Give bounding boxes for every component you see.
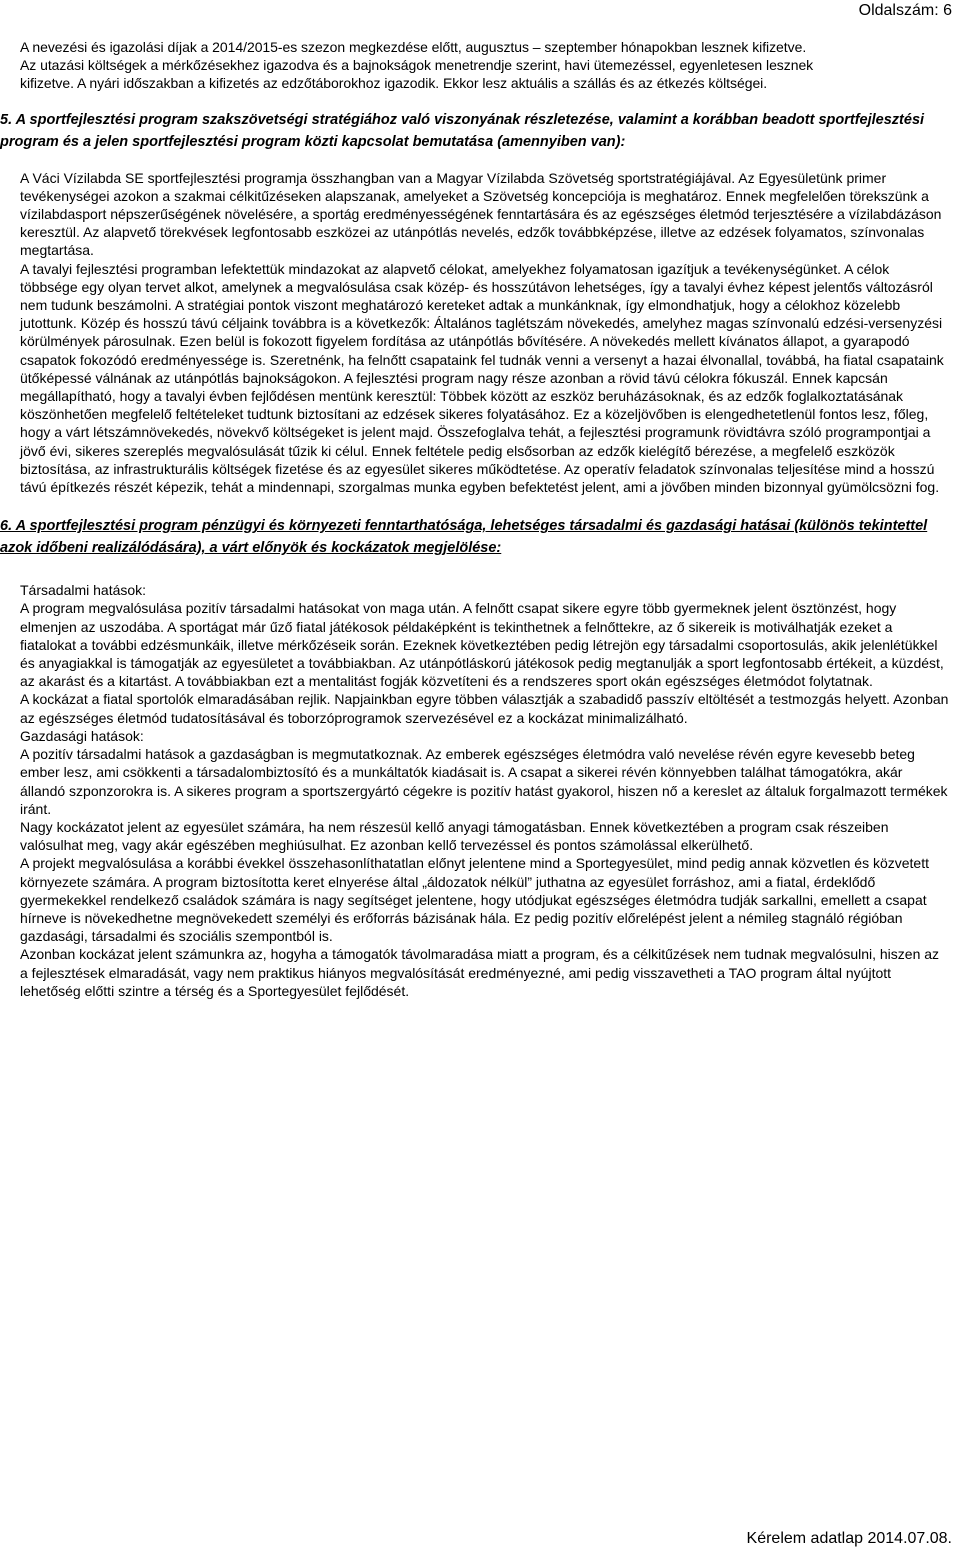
section-6-heading: 6. A sportfejlesztési program pénzügyi és környezeti fenntarthatósága, lehetséges társadalmi és gazdasági hatásai (különös tekintettel azok időbeni realizálódására), a várt előnyök és kockázatok megjelölése: (0, 518, 928, 557)
social-impacts-paragraph-1: A program megvalósulása pozitív társadalmi hatásokat von maga után. A felnőtt csapat sikere egyre több gyermeknek jelent ösztönzést, hogy elmenjen az uszodába. A sportágat már űző fiatal játékosok példaképként is tekinthetnek a felnőttekre, az ő sikereik is motiválhatják ezeket a fiatalokat a további edzésmunkáik, illetve mérkőzéseik során. Ezeknek következtében pedig létrejön egy társadalmi csoportosulás, akik jelenlétükkel és anyagiakkal is támogatják az egyesületet a továbbiakban. Az utánpótláskorú játékosok pedig megtanulják a sport legfontosabb értékeit, a küzdést, az akarást és a kitartást. A továbbiakban ezt a mentalitást fogják közvetíteni és a rendszeres sport okán egészséges életmódot folytatnak. (20, 600, 944, 690)
intro-line: A nevezési és igazolási díjak a 2014/2015-es szezon megkezdése előtt, augusztus – szeptember hónapokban lesznek kifizetve. (20, 39, 807, 55)
social-impacts-title: Társadalmi hatások: (20, 582, 147, 599)
document-body (0, 38, 950, 1000)
page-number: Oldalszám: 6 (858, 2, 952, 19)
section-5-paragraph-2: A tavalyi fejlesztési programban lefektettük mindazokat az alapvető célokat, amelyekhez folyamatosan igazítjuk a tevékenységünket. A célok többsége egy olyan tervet alkot, amelynek a megvalósulása csak közép- és hosszútávon lehetséges, így a tavalyi évhez képest jelentős változásról nem tudunk beszámolni. A stratégiai pontok viszont meghatározó kereteket adtak a munkánknak, így elmondhatjuk, hogy a célokhoz közelebb jutottunk. Közép és hosszú távú céljaink továbbra is a következők: Általános taglétszám növekedés, amelyhez magas színvonalú edzési-versenyzési körülmények párosulnak. Ezen belül is fokozott figyelem fordítása az utánpótlás bővítésére. A növekedés mellett kívánatos állapot, a gyarapodó csapatok fokozódó eredményessége is. Szeretnénk, ha felnőtt csapataink fel tudnák venni a versenyt a hazai élvonallal, továbbá, ha fiatal csapataink ütőképessé válnának az utánpótlás bajnokságokon. A fejlesztési program nagy része azonban a rövid távú célokra fókuszál. Ennek kapcsán megállapítható, hogy a tavalyi évben fejlődésen mentünk keresztül: Többek között az eszköz beruházásoknak, és az edzők foglalkoztatásának köszönhetően megfelelő feltételeket tudtunk biztosítani az edzések sikeres folyatásához. Ez a közeljövőben is elengedhetetlenül fontos lesz, főleg, hogy a várt létszámnövekedés, növekvő költségeket is jelent majd. Összefoglalva tehát, a fejlesztési programunk rövidtávra szóló programpontjai a jövő évi, sikeres szereplés megvalósulását tűzik ki célul. Ennek feltétele pedig elsősorban az edzők kielégítő bérezése, a megfelelő eszközök biztosítása, az infrastrukturális költségek fizetése és az egyesület sikeres működtetése. Az operatív feladatok színvonalas teljesítése mind a hosszú távú építkezés részét képezik, tehát a mindennapi, szorgalmas munka egyben befektetést jelent, ami a jövőben minden bizonnyal gyümölcsözni fog. (20, 260, 944, 496)
section-5-heading: 5. A sportfejlesztési program szakszövetségi stratégiához való viszonyának részletezése, valamint a korábban beadott sportfejlesztési program és a jelen sportfejlesztési program közti kapcsolat bemutatása (amennyiben van): (0, 111, 925, 150)
economic-impacts-paragraph-2: Nagy kockázatot jelent az egyesület számára, ha nem részesül kellő anyagi támogatásban. Ennek következtében a program csak részeiben valósulhat meg, vagy akár egészében meghiúsulhat. Ez azonban kellő tervezéssel és pontos számolással elkerülhető. (20, 818, 889, 854)
intro-line: kifizetve. A nyári időszakban a kifizetés az edzőtáborokhoz igazodik. Ekkor lesz aktuális a szállás és az étkezés költségei. (20, 75, 768, 92)
economic-impacts-paragraph-1: A pozitív társadalmi hatások a gazdaságban is megmutatkoznak. Az emberek egészséges életmódra való nevelése révén egyre kevesebb beteg ember lesz, ami csökkenti a társadalombiztosító és a munkáltatók kiadásait is. A csapat a sikerei révén könnyebben találhat támogatókra, akár állandó szponzorokra is. A sikeres program a sportszergyártó cégekre is pozitív hatást gyakorol, hiszen nő a kereslet az általuk forgalmazott termékek iránt. (20, 746, 948, 817)
social-impacts-paragraph-2: A kockázat a fiatal sportolók elmaradásában rejlik. Napjainkban egyre többen választják a szabadidő passzív eltöltését a testmozgás helyett. Azonban az egészséges életmód tudatosításával és toborzóprogramok szervezésével ez a kockázat minimalizálható. (20, 691, 949, 726)
intro-line: Az utazási költségek a mérkőzésekhez igazodva és a bajnokságok menetrendje szerint, havi ütemezéssel, egyenletesen lesznek (20, 57, 814, 74)
section-5-paragraph-1: A Váci Vízilabda SE sportfejlesztési programja összhangban van a Magyar Vízilabda Szövetség sportstratégiájával. Az Egyesületünk primer tevékenységei azokon a szakmai célkitűzéseken alapszanak, amelyeket a Szövetség koncepciója is meghatároz. Ennek megfelelően törekszünk a vízilabdasport népszerűségének növelésére, a sportág eredményességének fenntartására és az egészséges életmód terjesztésére a vízilabdázáson keresztül. Az alapvető törekvések legfontosabb eszközei az utánpótlás nevelés, edzők továbbképzése, illetve az edzések folyamatos, színvonalas megtartása. (20, 169, 942, 259)
economic-impacts-paragraph-4: Azonban kockázat jelent számunkra az, hogyha a támogatók távolmaradása miatt a program, és a célkitűzések nem tudnak megvalósulni, hiszen az a fejlesztések elmaradását, vagy nem praktikus hiányos megvalósítását eredményezné, ami pedig visszavetheti a TAO program által nyújtott lehetőség előtti szintre a térség és a Sportegyesület fejlődését. (20, 946, 940, 999)
intro-block (20, 38, 950, 93)
economic-impacts-title: Gazdasági hatások: (20, 727, 144, 744)
economic-impacts-paragraph-3: A projekt megvalósulása a korábbi évekkel összehasonlíthatatlan előnyt jelentene mind a Sportegyesület, mind pedig annak közvetlen és közvetett környezete számára. A program biztosította keret elnyerése által „áldozatok nélkül” juthatna az egyesület forráshoz, ami a fiatal, érdeklődő gyermekekkel rendelkező családok számára is nagy segítséget jelentene, hogy utódjukat egészséges életmódra tudják sarkallni, emellett a csapat hírneve is növekedhetne megnövekedett személyi és erőforrás bázisának hála. Ez pedig pozitív előrelépést jelent a némileg stagnáló régióban gazdasági, társadalmi és szociális szempontból is. (20, 855, 929, 945)
footer-form-date: Kérelem adatlap 2014.07.08. (746, 1530, 952, 1547)
